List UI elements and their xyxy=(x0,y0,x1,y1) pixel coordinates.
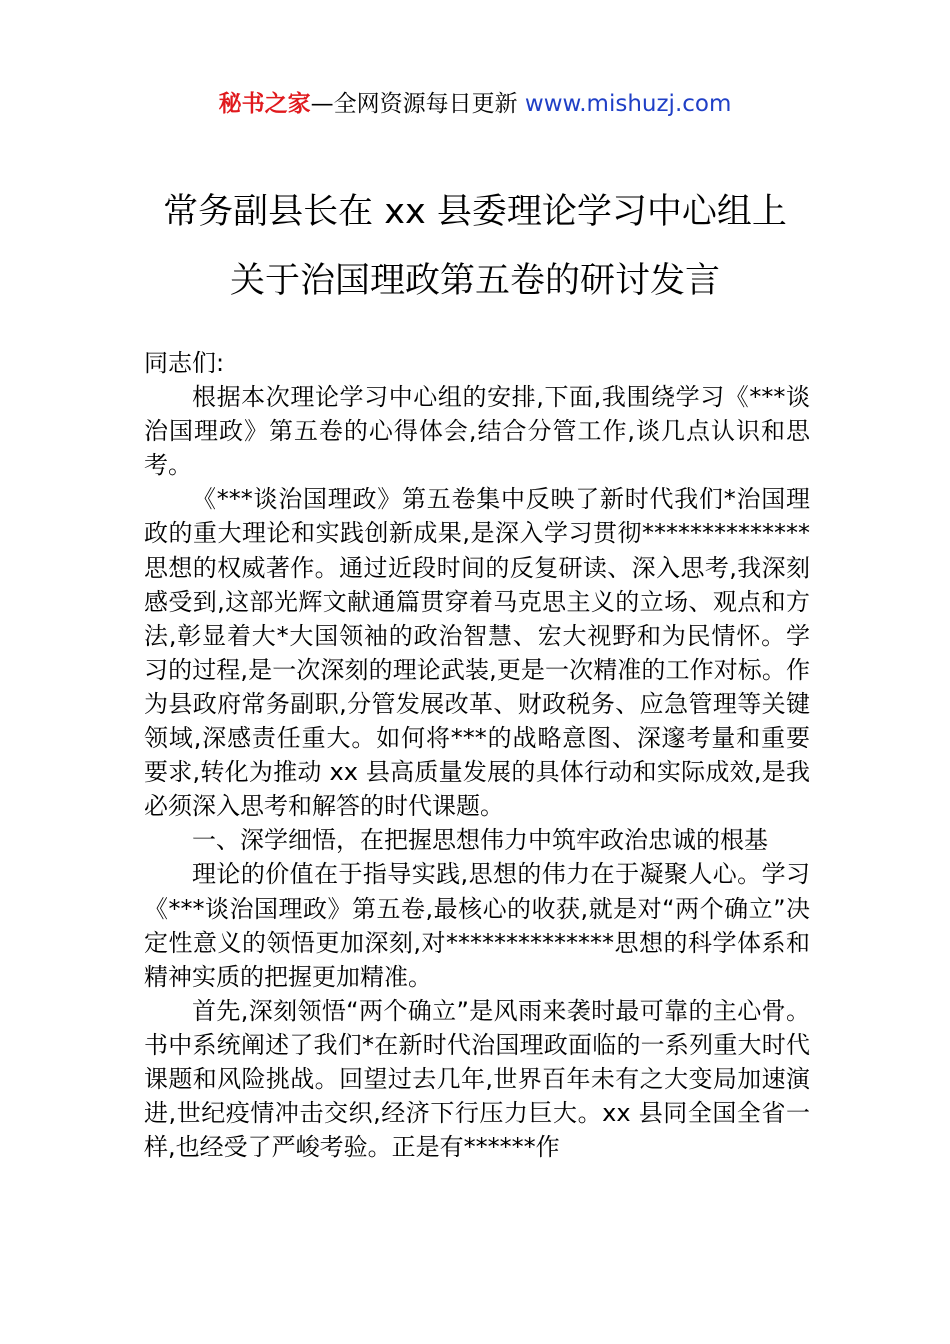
salutation: 同志们: xyxy=(144,349,225,377)
body-paragraph: 根据本次理论学习中心组的安排,下面,我围绕学习《***谈治国理政》第五卷的心得体会,结合分管工作,谈几点认识和思考。 xyxy=(144,383,810,480)
site-url-link[interactable]: www.mishuzj.com xyxy=(524,91,732,117)
document-title-line-2: 关于治国理政第五卷的研讨发言 xyxy=(229,261,720,301)
body-paragraph: 首先,深刻领悟“两个确立”是风雨来袭时最可靠的主心骨。书中系统阐述了我们*在新时代治国理政面临的一系列重大时代课题和风险挑战。回望过去几年,世界百年未有之大变局加速演进,世纪疫情冲击交织,经济下行压力巨大。xx 县同全国全省一样,也经受了严峻考验。正是有******作 xyxy=(144,996,810,1162)
section-heading: 一、深学细悟，在把握思想伟力中筑牢政治忠诚的根基 xyxy=(192,826,768,855)
site-banner xyxy=(0,88,950,120)
document-title-line-1: 常务副县长在 xx 县委理论学习中心组上 xyxy=(163,192,787,232)
body-paragraph: 理论的价值在于指导实践,思想的伟力在于凝聚人心。学习《***谈治国理政》第五卷,最核心的收获,就是对“两个确立”决定性意义的领悟更加深刻,对**************思想的科学体系和精神实质的把握更加精准。 xyxy=(144,860,810,991)
site-tagline: —全网资源每日更新 xyxy=(310,91,525,117)
body-paragraph: 《***谈治国理政》第五卷集中反映了新时代我们*治国理政的重大理论和实践创新成果,是深入学习贯彻**************思想的权威著作。通过近段时间的反复研读、深入思考,我深刻感受到,这部光辉文献通篇贯穿着马克思主义的立场、观点和方法,彰显着大*大国领袖的政治智慧、宏大视野和为民情怀。学习的过程,是一次深刻的理论武装,更是一次精准的工作对标。作为县政府常务副职,分管发展改革、财政税务、应急管理等关键领域,深感责任重大。如何将***的战略意图、深邃考量和重要要求,转化为推动 xx 县高质量发展的具体行动和实际成效,是我必须深入思考和解答的时代课题。 xyxy=(144,485,810,821)
site-brand: 秘书之家 xyxy=(218,91,311,117)
document-body xyxy=(144,346,810,1164)
